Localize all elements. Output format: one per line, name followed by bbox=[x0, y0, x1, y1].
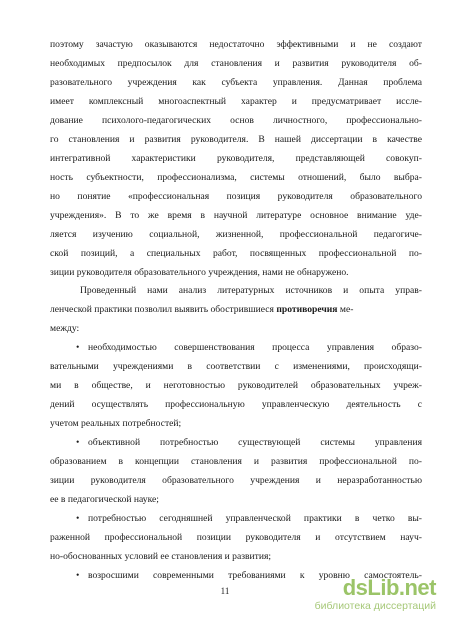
bold-term: противоречия bbox=[276, 304, 338, 315]
text-line-with-bold bbox=[50, 304, 422, 315]
text-line: ми в обществе, и неготовностью руководителей образовательных учреж- bbox=[50, 380, 422, 391]
bullet-marker: • bbox=[76, 437, 80, 448]
bullet-marker: • bbox=[76, 342, 80, 353]
watermark bbox=[300, 576, 440, 616]
text-segment: ленческой практики позволил выявить обострившиеся bbox=[50, 304, 274, 315]
text-line: раженной профессиональной позиции руководителя и отсутствием науч- bbox=[50, 532, 422, 543]
bullet-marker: • bbox=[76, 570, 80, 581]
text-line: интегративной характеристики руководителя, представляющей совокуп- bbox=[50, 153, 422, 164]
text-line: но-обоснованных условий ее становления и развития; bbox=[50, 551, 272, 562]
text-line: учетом реальных потребностей; bbox=[50, 418, 182, 429]
text-line: между: bbox=[50, 323, 80, 334]
watermark-subtitle: библиотека диссертаций bbox=[314, 600, 436, 612]
text-line: зиции руководителя образовательного учреждения и неразработанностью bbox=[50, 475, 422, 486]
text-line: поэтому зачастую оказываются недостаточно эффективными и не создают bbox=[50, 39, 422, 50]
list-item-line: объективной потребностью существующей системы управления bbox=[88, 437, 422, 448]
list-item-line: необходимостью совершенствования процесса управления образо- bbox=[88, 342, 422, 353]
text-segment: ме- bbox=[337, 304, 354, 315]
bullet-marker: • bbox=[76, 513, 80, 524]
text-line: дений осуществлять профессиональную управленческую деятельность с bbox=[50, 399, 422, 410]
paragraph-first-line: Проведенный нами анализ литературных источников и опыта управ- bbox=[80, 285, 422, 296]
text-line: образованием в концепции становления и развития профессиональной по- bbox=[50, 456, 422, 467]
text-line: необходимых предпосылок для становления и развития руководителя об- bbox=[50, 58, 422, 69]
text-line: ляется изучению социальной, жизненной, профессиональной педагогиче- bbox=[50, 229, 422, 240]
text-line: го становления и развития руководителя. В нашей диссертации в качестве bbox=[50, 134, 422, 145]
text-line: ность субъектности, профессионализма, системы отношений, было выбра- bbox=[50, 172, 422, 183]
text-line: вательными учреждениями в соответствии с изменениями, происходящи- bbox=[50, 361, 422, 372]
text-line: разовательного учреждения как субъекта управления. Данная проблема bbox=[50, 77, 422, 88]
list-item-line: возросшими современными требованиями к уровню самостоятель- bbox=[88, 570, 422, 581]
text-line: имеет комплексный многоаспектный характер и предусматривает иссле- bbox=[50, 96, 422, 107]
list-item-line: потребностью сегодняшней управленческой практики в четко вы- bbox=[88, 513, 422, 524]
text-line: ской позиций, а специальных работ, посвященных профессиональной по- bbox=[50, 248, 422, 259]
text-line: зиции руководителя образовательного учреждения, нами не обнаружено. bbox=[50, 267, 349, 278]
text-line: ее в педагогической науке; bbox=[50, 494, 159, 505]
watermark-logo: dsLib.net bbox=[342, 575, 436, 600]
text-line: учреждения». В то же время в научной литературе основное внимание уде- bbox=[50, 210, 422, 221]
text-line: но понятие «профессиональная позиция руководителя образовательного bbox=[50, 191, 422, 202]
page-number: 11 bbox=[220, 586, 230, 596]
text-line: дование психолого-педагогических основ личностного, профессионально- bbox=[50, 115, 422, 126]
